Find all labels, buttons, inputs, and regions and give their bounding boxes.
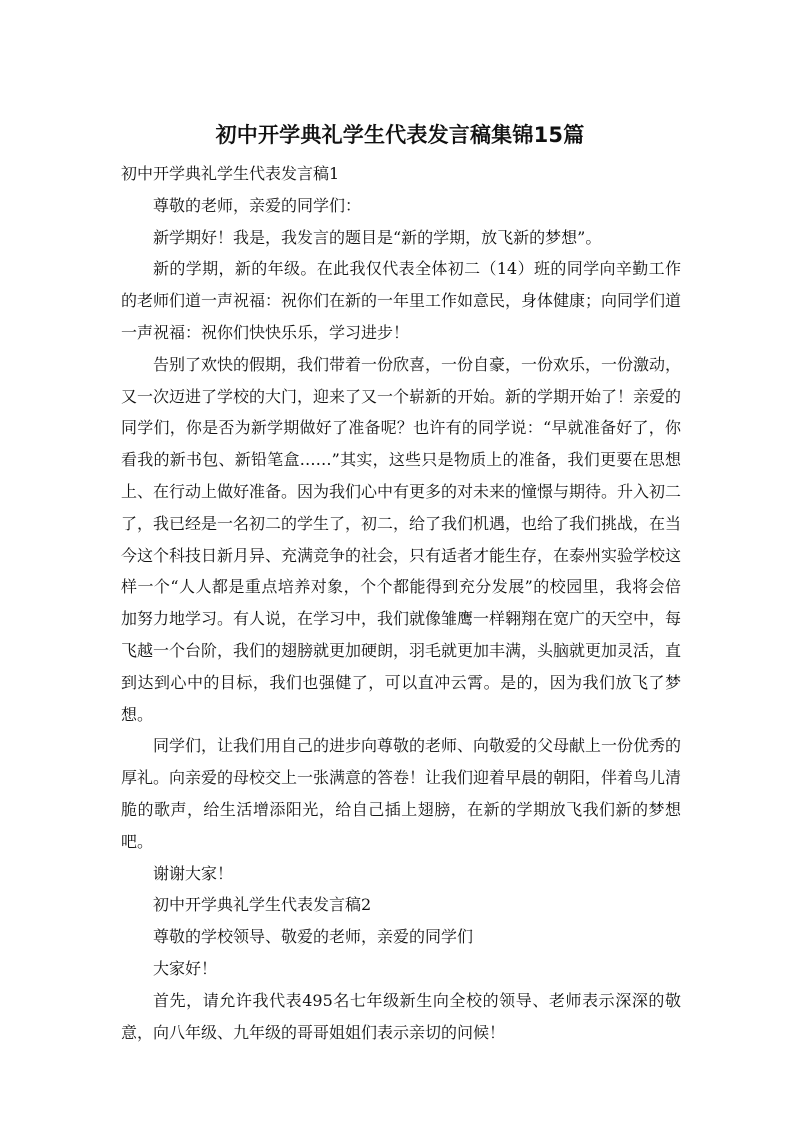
paragraph: 新的学期，新的年级。在此我仅代表全体初二（14）班的同学向辛勤工作的老师们道一声祝福：祝你们在新的一年里工作如意民，身体健康；向同学们道一声祝福：祝你们快快乐乐，学习进步！ xyxy=(121,259,682,342)
document-body xyxy=(121,158,681,1048)
paragraph: 新学期好！我是，我发言的题目是“新的学期，放飞新的梦想”。 xyxy=(153,227,602,247)
document-title: 初中开学典礼学生代表发言稿集锦15篇 xyxy=(215,123,585,147)
greeting: 大家好！ xyxy=(153,958,218,978)
section-heading-2: 初中开学典礼学生代表发言稿2 xyxy=(153,895,372,915)
section-heading-1: 初中开学典礼学生代表发言稿1 xyxy=(121,164,340,183)
closing-thanks: 谢谢大家！ xyxy=(153,863,234,883)
paragraph: 同学们，让我们用自己的进步向尊敬的老师、向敬爱的父母献上一份优秀的厚礼。向亲爱的母校交上一张满意的答卷！让我们迎着早晨的朝阳，伴着鸟儿清脆的歌声，给生活增添阳光，给自己插上翅膀，在新的学期放飞我们新的梦想吧。 xyxy=(121,736,682,851)
paragraph: 告别了欢快的假期，我们带着一份欣喜，一份自豪，一份欢乐，一份激动，又一次迈进了学校的大门，迎来了又一个崭新的开始。新的学期开始了！亲爱的同学们，你是否为新学期做好了准备呢？也许有的同学说：“早就准备好了，你看我的新书包、新铅笔盒……”其实，这些只是物质上的准备，我们更要在思想上、在行动上做好准备。因为我们心中有更多的对未来的憧憬与期待。升入初二了，我已经是一名初二的学生了，初二，给了我们机遇，也给了我们挑战，在当今这个科技日新月异、充满竞争的社会，只有适者才能生存，在泰州实验学校这样一个“人人都是重点培养对象，个个都能得到充分发展”的校园里，我将会倍加努力地学习。有人说，在学习中，我们就像雏鹰一样翱翔在宽广的天空中，每飞越一个台阶，我们的翅膀就更加硬朗，羽毛就更加丰满，头脑就更加灵活，直到达到心中的目标，我们也强健了，可以直冲云霄。是的，因为我们放飞了梦想。 xyxy=(121,354,682,724)
paragraph: 首先，请允许我代表495名七年级新生向全校的领导、老师表示深深的敬意，向八年级、九年级的哥哥姐姐们表示亲切的问候！ xyxy=(121,990,681,1042)
salutation: 尊敬的老师，亲爱的同学们： xyxy=(153,195,362,215)
salutation: 尊敬的学校领导、敬爱的老师，亲爱的同学们 xyxy=(153,927,474,947)
